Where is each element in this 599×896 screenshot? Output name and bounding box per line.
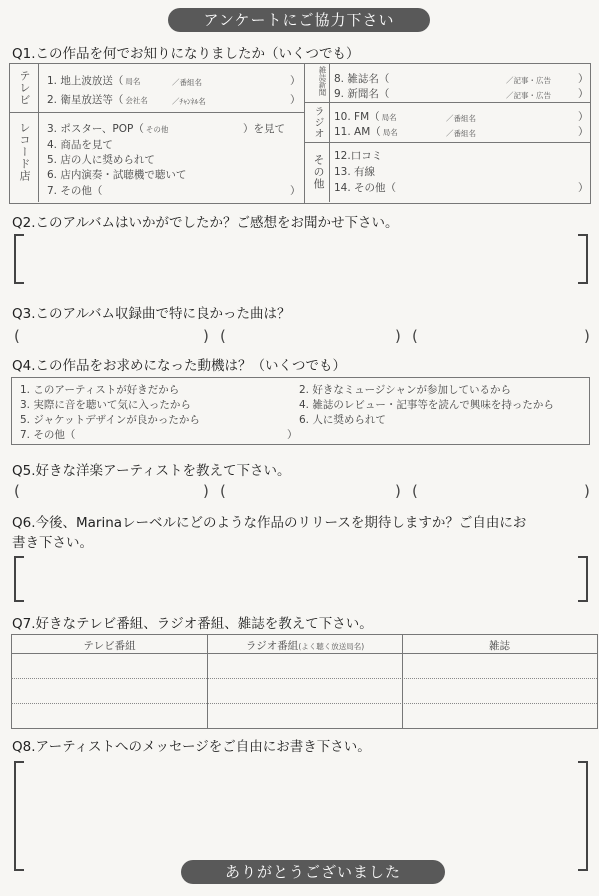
q1-divider bbox=[304, 142, 590, 143]
q1-option-14-end: ） bbox=[578, 182, 589, 194]
q1-option-8-end: ） bbox=[578, 73, 589, 85]
q6-title-line2: 書き下さい。 bbox=[12, 535, 93, 551]
q1-option-14[interactable]: 14. その他（ bbox=[334, 182, 397, 194]
q1-option-7-end: ） bbox=[290, 185, 301, 197]
q2-title: Q2.このアルバムはいかがでしたか？ご感想をお聞かせ下さい。 bbox=[12, 215, 399, 231]
q3-answer-3-end: ) bbox=[584, 327, 590, 345]
q1-option-13[interactable]: 13. 有線 bbox=[334, 166, 376, 178]
q1-tv-label: テレビ bbox=[18, 70, 31, 106]
q5-answer-1-end: ) bbox=[203, 482, 209, 500]
q1-option-10[interactable]: 10. FM（ 局名 bbox=[334, 111, 397, 123]
q7-col-tv: テレビ番組 bbox=[83, 640, 136, 652]
q1-option-6[interactable]: 6. 店内演奏・試聴機で聴いて bbox=[47, 169, 187, 181]
q8-title: Q8.アーティストへのメッセージをご自由にお書き下さい。 bbox=[12, 739, 371, 755]
q4-option-1[interactable]: 1. このアーティストが好きだから bbox=[20, 384, 180, 396]
q7-radio-input[interactable] bbox=[208, 654, 402, 727]
q4-option-2[interactable]: 2. 好きなミュージシャンが参加しているから bbox=[299, 384, 511, 396]
q1-option-4[interactable]: 4. 商品を見て bbox=[47, 139, 113, 151]
q4-option-5[interactable]: 5. ジャケットデザインが良かったから bbox=[20, 414, 200, 426]
q6-answer-area-right bbox=[578, 556, 588, 602]
q4-option-3[interactable]: 3. 実際に音を聴いて気に入ったから bbox=[20, 399, 191, 411]
q1-title: Q1.この作品を何でお知りになりましたか（いくつでも） bbox=[12, 46, 360, 62]
q3-answer-3[interactable]: ( bbox=[412, 327, 418, 345]
q4-option-4[interactable]: 4. 雑誌のレビュー・記事等を読んで興味を持ったから bbox=[299, 399, 554, 411]
q1-option-3-end: ）を見て bbox=[243, 123, 285, 135]
q3-answer-2-end: ) bbox=[395, 327, 401, 345]
q7-tv-input[interactable] bbox=[12, 654, 207, 727]
q1-option-8-sub: ／記事・広告 bbox=[506, 76, 551, 85]
q1-option-10-end: ） bbox=[578, 111, 589, 123]
q4-option-7[interactable]: 7. その他（ bbox=[20, 429, 76, 441]
q3-answer-1[interactable]: ( bbox=[14, 327, 20, 345]
q6-answer-area[interactable] bbox=[14, 556, 24, 602]
q4-option-6[interactable]: 6. 人に奨められて bbox=[299, 414, 386, 426]
q1-radio-label: ラジオ bbox=[312, 106, 323, 139]
q1-divider bbox=[304, 63, 305, 203]
q5-answer-1[interactable]: ( bbox=[14, 482, 20, 500]
q1-option-10-sub: ／番組名 bbox=[446, 114, 476, 123]
q1-option-2-end: ） bbox=[290, 94, 301, 106]
q1-mag-label: 雑誌新聞 bbox=[318, 66, 327, 96]
q5-answer-3-end: ) bbox=[584, 482, 590, 500]
q1-option-9-sub: ／記事・広告 bbox=[506, 91, 551, 100]
q1-option-1[interactable]: 1. 地上波放送（ 局名 bbox=[47, 75, 141, 87]
q1-divider bbox=[329, 63, 330, 202]
q4-title: Q4.この作品をお求めになった動機は？（いくつでも） bbox=[12, 358, 347, 374]
q1-option-8[interactable]: 8. 雑誌名（ bbox=[334, 73, 390, 85]
q1-option-7[interactable]: 7. その他（ bbox=[47, 185, 103, 197]
q7-magazine-input[interactable] bbox=[403, 654, 596, 727]
q5-title: Q5.好きな洋楽アーティストを教えて下さい。 bbox=[12, 463, 291, 479]
q1-option-5[interactable]: 5. 店の人に奨められて bbox=[47, 154, 155, 166]
q2-answer-area[interactable] bbox=[14, 234, 24, 284]
header-title: アンケートにご協力下さい bbox=[168, 8, 430, 32]
q3-title: Q3.このアルバム収録曲で特に良かった曲は？ bbox=[12, 306, 291, 322]
q1-option-11-sub: ／番組名 bbox=[446, 129, 476, 138]
q1-other-label: その他 bbox=[312, 154, 325, 190]
footer-thanks: ありがとうございました bbox=[181, 860, 445, 884]
q1-divider bbox=[304, 102, 590, 103]
q7-col-radio: ラジオ番組(よく聴く放送局名) bbox=[245, 640, 365, 652]
q1-option-11-end: ） bbox=[578, 126, 589, 138]
q7-title: Q7.好きなテレビ番組、ラジオ番組、雑誌を教えて下さい。 bbox=[12, 616, 373, 632]
q1-option-1-end: ） bbox=[290, 75, 301, 87]
q4-option-7-end: ） bbox=[287, 429, 298, 441]
q5-answer-2[interactable]: ( bbox=[220, 482, 226, 500]
q1-option-1-sub: ／番組名 bbox=[172, 78, 202, 87]
q1-store-label: レコード店 bbox=[18, 122, 31, 182]
q1-divider bbox=[38, 63, 39, 202]
q8-answer-area-right bbox=[578, 761, 588, 871]
q2-answer-area-right bbox=[578, 234, 588, 284]
q1-option-3[interactable]: 3. ポスター、POP（ その他 bbox=[47, 123, 169, 135]
q3-answer-1-end: ) bbox=[203, 327, 209, 345]
q1-option-11[interactable]: 11. AM（ 局名 bbox=[334, 126, 398, 138]
q6-title-line1: Q6.今後、Marinaレーベルにどのような作品のリリースを期待しますか？ご自由にお bbox=[12, 515, 527, 531]
q5-answer-2-end: ) bbox=[395, 482, 401, 500]
q1-option-2[interactable]: 2. 衛星放送等（ 会社名 bbox=[47, 94, 148, 106]
q1-divider bbox=[9, 112, 305, 113]
q1-option-9[interactable]: 9. 新聞名（ bbox=[334, 88, 390, 100]
q1-option-12[interactable]: 12.口コミ bbox=[334, 150, 383, 162]
q8-answer-area[interactable] bbox=[14, 761, 24, 871]
q5-answer-3[interactable]: ( bbox=[412, 482, 418, 500]
q1-option-9-end: ） bbox=[578, 88, 589, 100]
q1-option-2-sub: ／ﾁｬﾝﾈﾙ名 bbox=[172, 97, 206, 106]
q7-col-magazine: 雑誌 bbox=[489, 640, 510, 652]
q3-answer-2[interactable]: ( bbox=[220, 327, 226, 345]
